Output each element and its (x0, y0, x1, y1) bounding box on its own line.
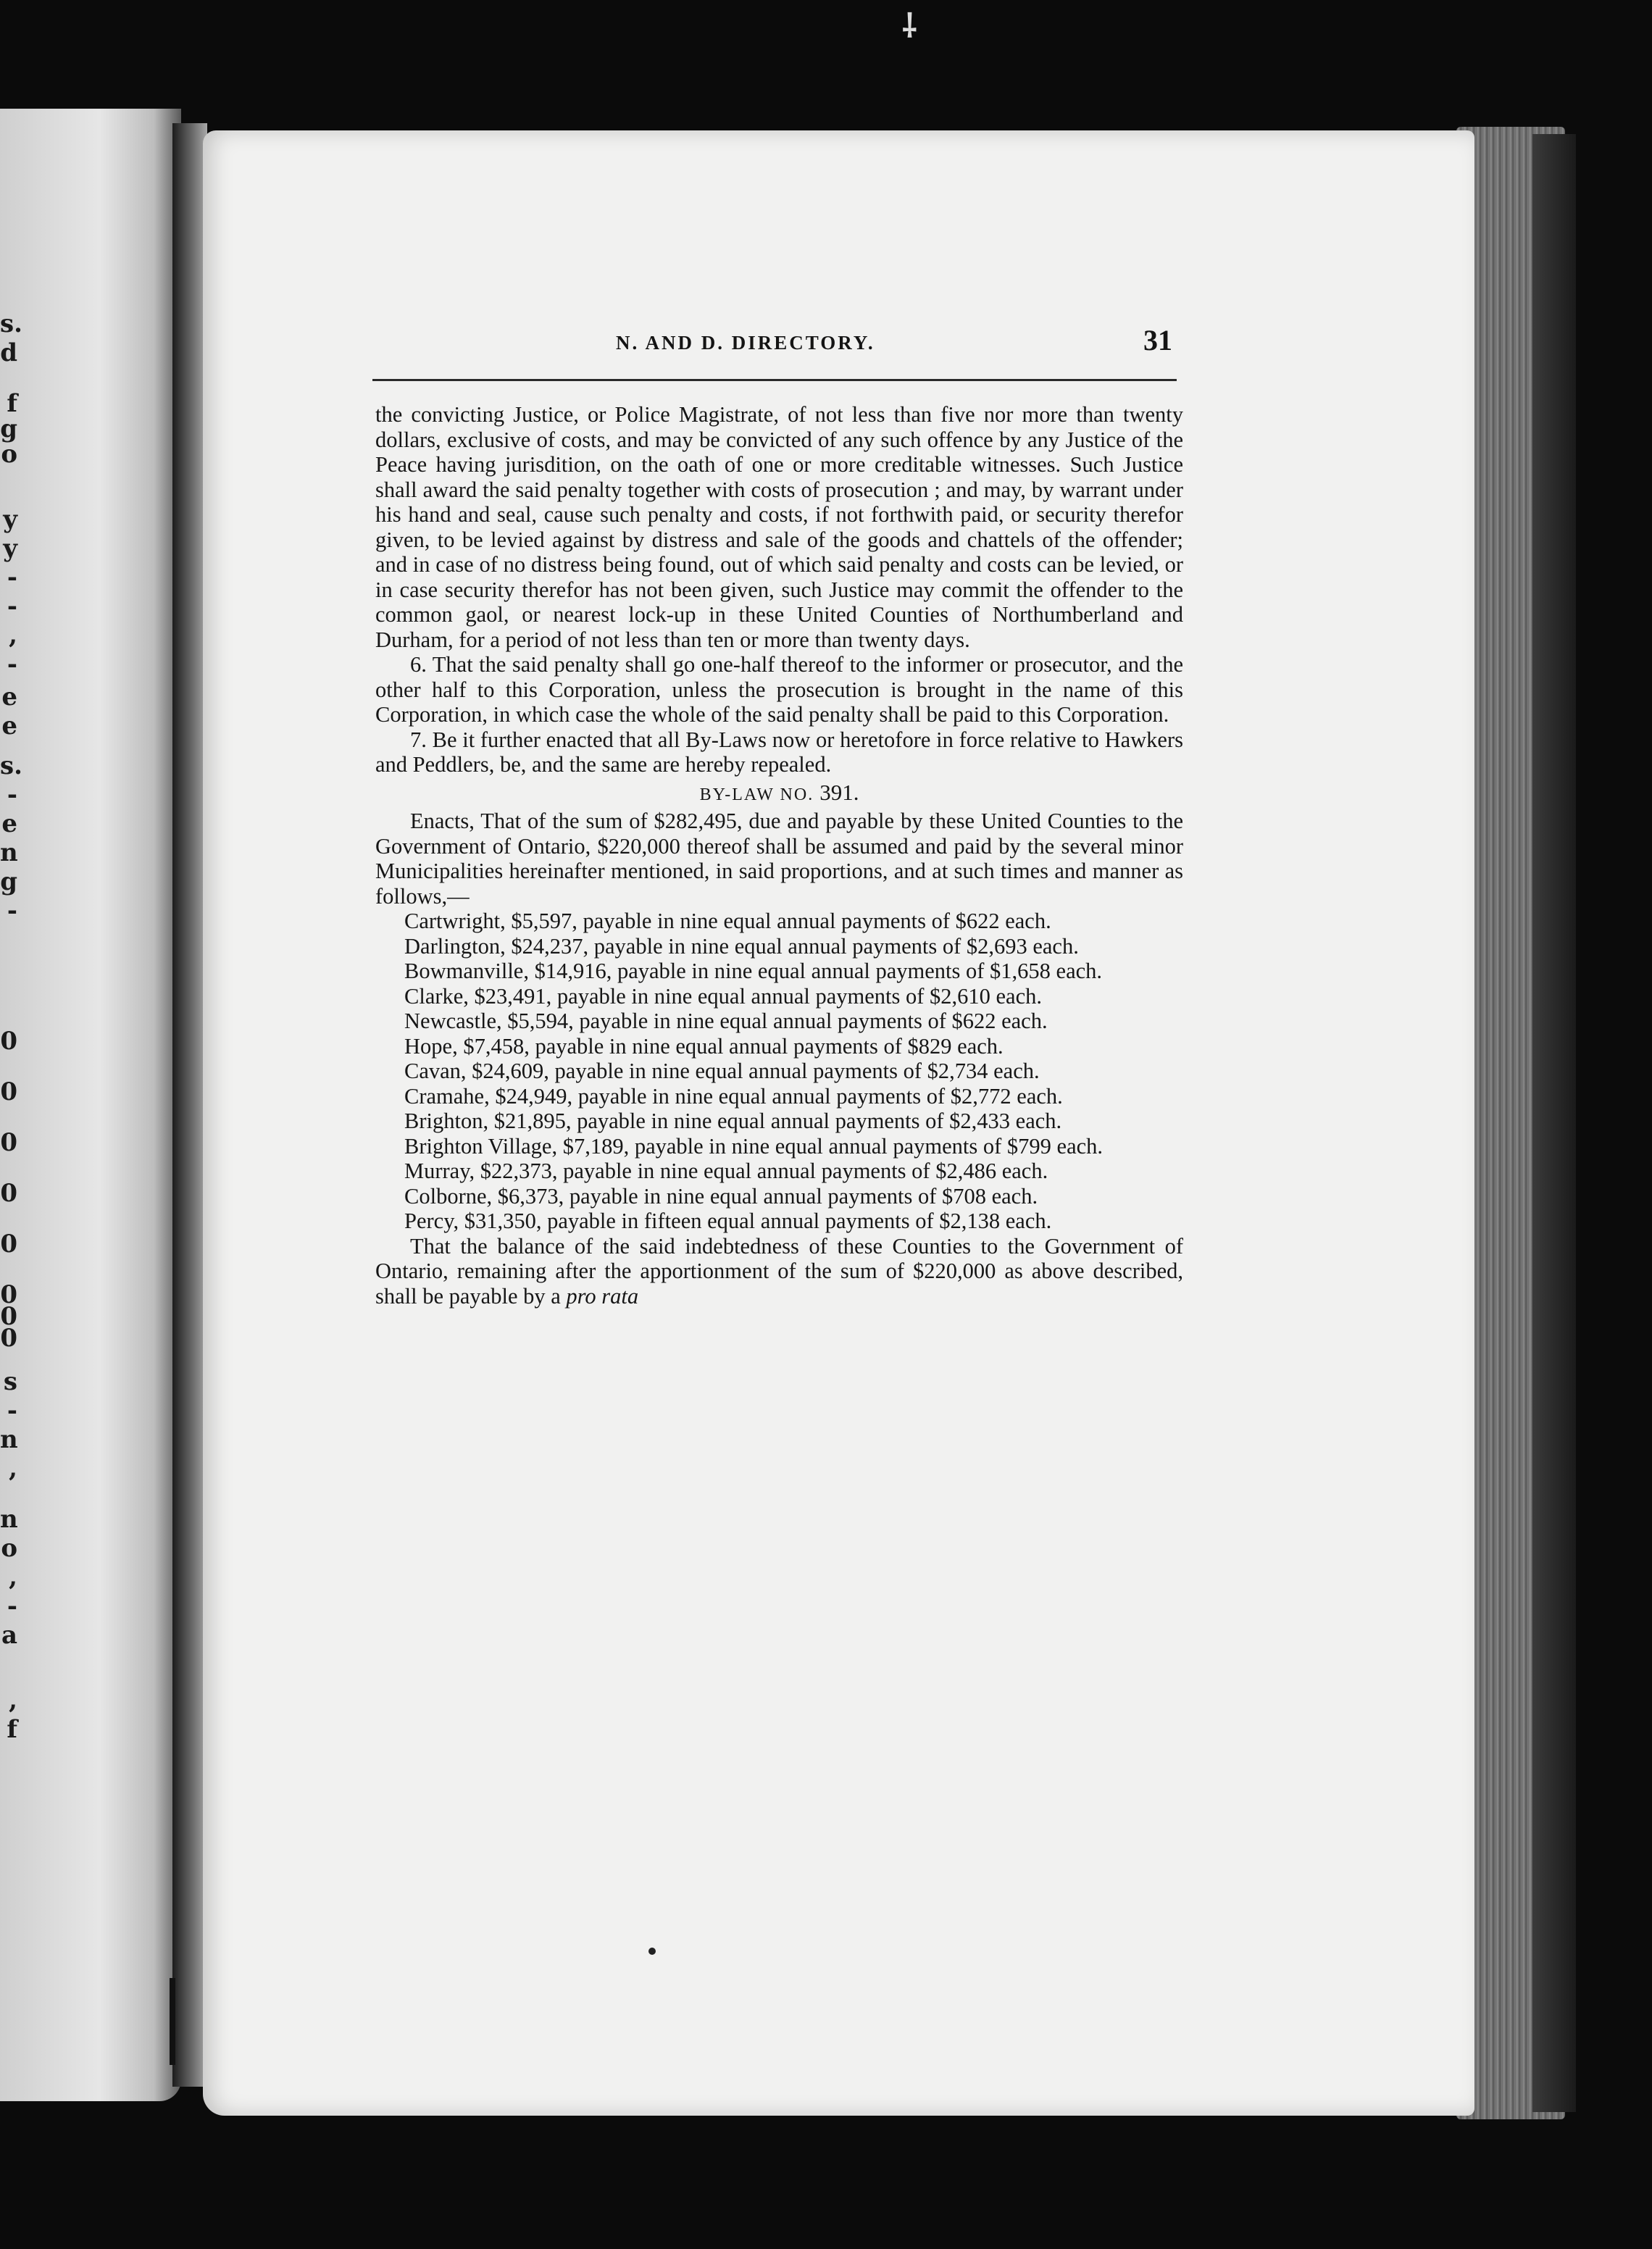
left-page-margin-char: , (9, 1454, 17, 1483)
left-page-margin-char: n (0, 1425, 18, 1454)
left-page-margin-char: 0 (0, 1280, 17, 1309)
left-page-margin-char: - (7, 896, 17, 925)
payment-entry: Cramahe, $24,949, payable in nine equal annual payments of $2,772 each. (404, 1083, 1063, 1109)
left-page-margin-char: 0 (0, 1027, 17, 1056)
payment-entry: Cavan, $24,609, payable in nine equal annual payments of $2,734 each. (404, 1059, 1040, 1083)
payment-entry: Colborne, $6,373, payable in nine equal annual payments of $708 each. (404, 1183, 1038, 1209)
left-page-margin-char: g (0, 867, 17, 896)
running-head: N. AND D. DIRECTORY. (616, 332, 875, 354)
page-notch (170, 1978, 175, 2065)
paragraph-7: 7. Be it further enacted that all By-Laws now or heretofore in force relative to Hawkers and Peddlers, be, and the same are hereby repealed. (375, 727, 1183, 777)
enacts-paragraph: Enacts, That of the sum of $282,495, due and payable by these United Counties to the Government of Ontario, $220,000 thereof shall be assumed and paid by the several minor Municipalities hereinafter mentioned, in said proportions, and at such times and manner as follows,— (375, 809, 1183, 909)
payment-entry: Darlington, $24,237, payable in nine equal annual payments of $2,693 each. (404, 933, 1079, 959)
left-page-margin-char: 0 (0, 1128, 17, 1157)
left-page-margin-char: y (3, 534, 17, 563)
paragraph-6: 6. That the said penalty shall go one-half thereof to the informer or prosecutor, and the other half to this Corporation, unless the prosecution is brought in the name of this Corporation, in which case the whole of the said penalty shall be paid to this Corporation. (375, 652, 1183, 727)
left-page-margin-char: s (3, 1367, 17, 1396)
payment-entry: Hope, $7,458, payable in nine equal annual payments of $829 each. (404, 1033, 1004, 1059)
payment-entry: Bowmanville, $14,916, payable in nine equal annual payments of $1,658 each. (404, 959, 1103, 983)
left-page-margin-char: - (7, 592, 17, 621)
book-cover-edge (1532, 134, 1576, 2112)
left-page-margin-char: e (1, 809, 17, 838)
header-rule (372, 379, 1177, 381)
left-page-margin-char: - (7, 780, 17, 809)
left-page-margin-char: , (9, 1563, 17, 1592)
gutter-shadow (172, 123, 207, 2087)
left-page-margin-char: d (0, 338, 17, 367)
left-page-margin-char: , (9, 621, 17, 650)
left-page-margin-char: s. (0, 751, 22, 780)
payment-entry: Brighton Village, $7,189, payable in nine equal annual payments of $799 each. (404, 1133, 1104, 1159)
left-facing-page (0, 109, 181, 2101)
left-page-margin-char: n (0, 1505, 18, 1534)
left-page-margin-char: - (7, 563, 17, 592)
binding-mark: ⸸ (902, 8, 917, 45)
closing-text: That the balance of the said indebtedness of these Counties to the Government of Ontario, remaining after the apportionment of the sum of $220,000 as above described, shall be payable by a (375, 1233, 1183, 1309)
payment-entry: Percy, $31,350, payable in fifteen equal annual payments of $2,138 each. (404, 1209, 1052, 1233)
left-page-margin-char: f (7, 1715, 17, 1744)
left-page-margin-char: o (1, 1534, 17, 1563)
payment-entry: Murray, $22,373, payable in nine equal annual payments of $2,486 each. (404, 1159, 1048, 1183)
payment-entries (375, 909, 1183, 1234)
left-page-margin-char: e (1, 683, 17, 712)
payment-entry: Brighton, $21,895, payable in nine equal annual payments of $2,433 each. (404, 1109, 1062, 1133)
paragraph-continuation: the convicting Justice, or Police Magistrate, of not less than five nor more than twenty dollars, exclusive of costs, and may be convicted of any such offence by any Justice of the Peace having jurisdition, on the oath of one or more creditable witnesses. Such Justice shall award the said penalty together with costs of prosecution ; and may, by warrant under his hand and seal, cause such penalty and costs, if not forthwith paid, or security therefor given, to be levied against by distress and sale of the goods and chattels of the offender; and in case of no distress being found, out of which said penalty and costs can be levied, or in case security therefor has not been given, such Justice may commit the offender to the common gaol, or nearest lock-up in these United Counties of Northumberland and Durham, for a period of not less than ten or more than twenty days. (375, 402, 1183, 652)
page-number: 31 (1143, 324, 1172, 356)
left-page-margin-char: f (7, 389, 17, 418)
left-page-margin-char: 0 (0, 1324, 17, 1353)
payment-entry: Cartwright, $5,597, payable in nine equal annual payments of $622 each. (404, 909, 1051, 933)
page-body (375, 402, 1183, 1309)
left-page-margin-char: o (1, 440, 17, 469)
left-page-margin-char: g (0, 414, 17, 443)
left-page-margin-char: 0 (0, 1077, 17, 1106)
left-page-margin-char: s. (0, 309, 22, 338)
bylaw-heading-label: BY-LAW NO. (699, 785, 814, 804)
ink-spot (648, 1948, 656, 1955)
left-page-margin-char: 0 (0, 1302, 17, 1331)
left-page-margin-char: e (1, 712, 17, 740)
left-page-margin-char: - (7, 650, 17, 679)
left-page-margin-char: 0 (0, 1230, 17, 1259)
bylaw-heading (375, 780, 1183, 808)
payment-entry: Newcastle, $5,594, payable in nine equal annual payments of $622 each. (404, 1009, 1048, 1033)
closing-paragraph (375, 1234, 1183, 1309)
left-page-margin-char: - (7, 1396, 17, 1425)
left-page-margin-char: , (9, 1686, 17, 1715)
left-page-margin-char: 0 (0, 1179, 17, 1208)
left-page-margin-char: n (0, 838, 18, 867)
bylaw-heading-number: 391. (819, 779, 859, 805)
closing-italic: pro rata (566, 1283, 639, 1309)
left-page-margin-char: y (3, 505, 17, 534)
left-page-margin-char: a (1, 1621, 17, 1650)
payment-entry: Clarke, $23,491, payable in nine equal annual payments of $2,610 each. (404, 983, 1043, 1009)
left-page-margin-char: - (7, 1592, 17, 1621)
